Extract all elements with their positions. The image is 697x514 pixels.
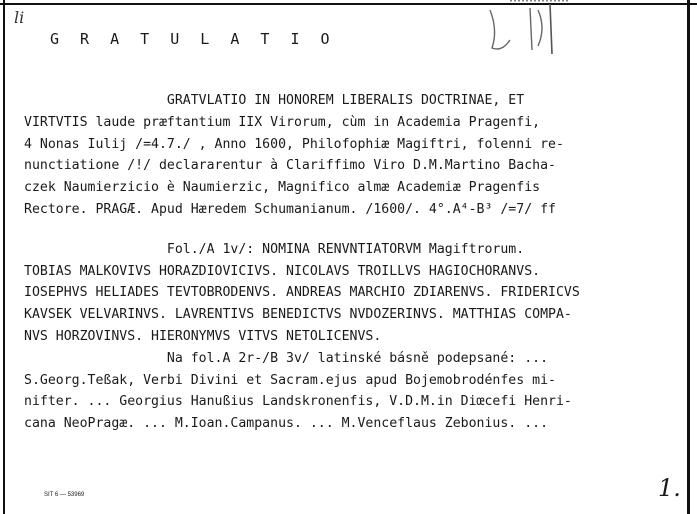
text-line: S.Georg.Teßak, Verbi Divini et Sacram.ejus apud Bojemobrodénfes mi-	[24, 372, 556, 388]
title-block	[24, 90, 664, 221]
text-line: czek Naumierzicio è Naumierzic, Magnifico almæ Academiæ Pragenfis	[24, 180, 541, 196]
text-line: TOBIAS MALKOVIVS HORAZDIOVICIVS. NICOLAVS TROILLVS HAGIOCHORANVS.	[24, 263, 541, 279]
text-line: nifter. ... Georgius Hanußius Landskronenfis, V.D.M.in Diœcefi Henri-	[24, 394, 572, 410]
footer-code: SIT 6 — 53969	[44, 492, 85, 498]
text-line: cana NeoPragæ. ... M.Ioan.Campanus. ... M.Venceflaus Zebonius. ...	[24, 416, 549, 432]
card-heading: G R A T U L A T I O	[50, 30, 336, 48]
text-line: VIRTVTIS laude præftantium IIX Virorum, cùm in Academia Pragenfi,	[24, 114, 541, 130]
text-line: nunctiatione /!/ declararentur à Clariffimo Viro D.M.Martino Bacha-	[24, 158, 556, 174]
text-line: GRATVLATIO IN HONOREM LIBERALIS DOCTRINAE, ET	[24, 93, 525, 108]
handwritten-corner-mark: li	[14, 8, 25, 27]
text-line: Na fol.A 2r-/B 3v/ latinské básně podepsané: ...	[24, 350, 549, 366]
scribble-marks-icon	[480, 0, 570, 60]
card-border-top	[0, 3, 697, 5]
text-line: NVS HORZOVINVS. HIERONYMVS VITVS NETOLICENVS.	[24, 328, 382, 344]
card-border-right	[687, 0, 690, 514]
card-border-left	[3, 0, 5, 514]
text-line: Rectore. PRAGÆ. Apud Hæredem Schumanianum. /1600/. 4°.A⁴-B³ /=7/ ff	[24, 201, 556, 217]
text-line: Fol./A 1v/: NOMINA RENVNTIATORVM Magiftrorum.	[24, 241, 525, 257]
card-text	[24, 90, 664, 435]
text-line: 4 Nonas Iulij /=4.7./ , Anno 1600, Philofophiæ Magiftri, folenni re-	[24, 136, 564, 152]
text-line: IOSEPHVS HELIADES TEVTOBRODENVS. ANDREAS MARCHIO ZDIARENVS. FRIDERICVS	[24, 285, 580, 301]
page-number: 1.	[658, 474, 681, 502]
text-line: KAVSEK VELVARINVS. LAVRENTIVS BENEDICTVS NVDOZERINVS. MATTHIAS COMPA-	[24, 307, 572, 323]
contents-block	[24, 239, 664, 435]
